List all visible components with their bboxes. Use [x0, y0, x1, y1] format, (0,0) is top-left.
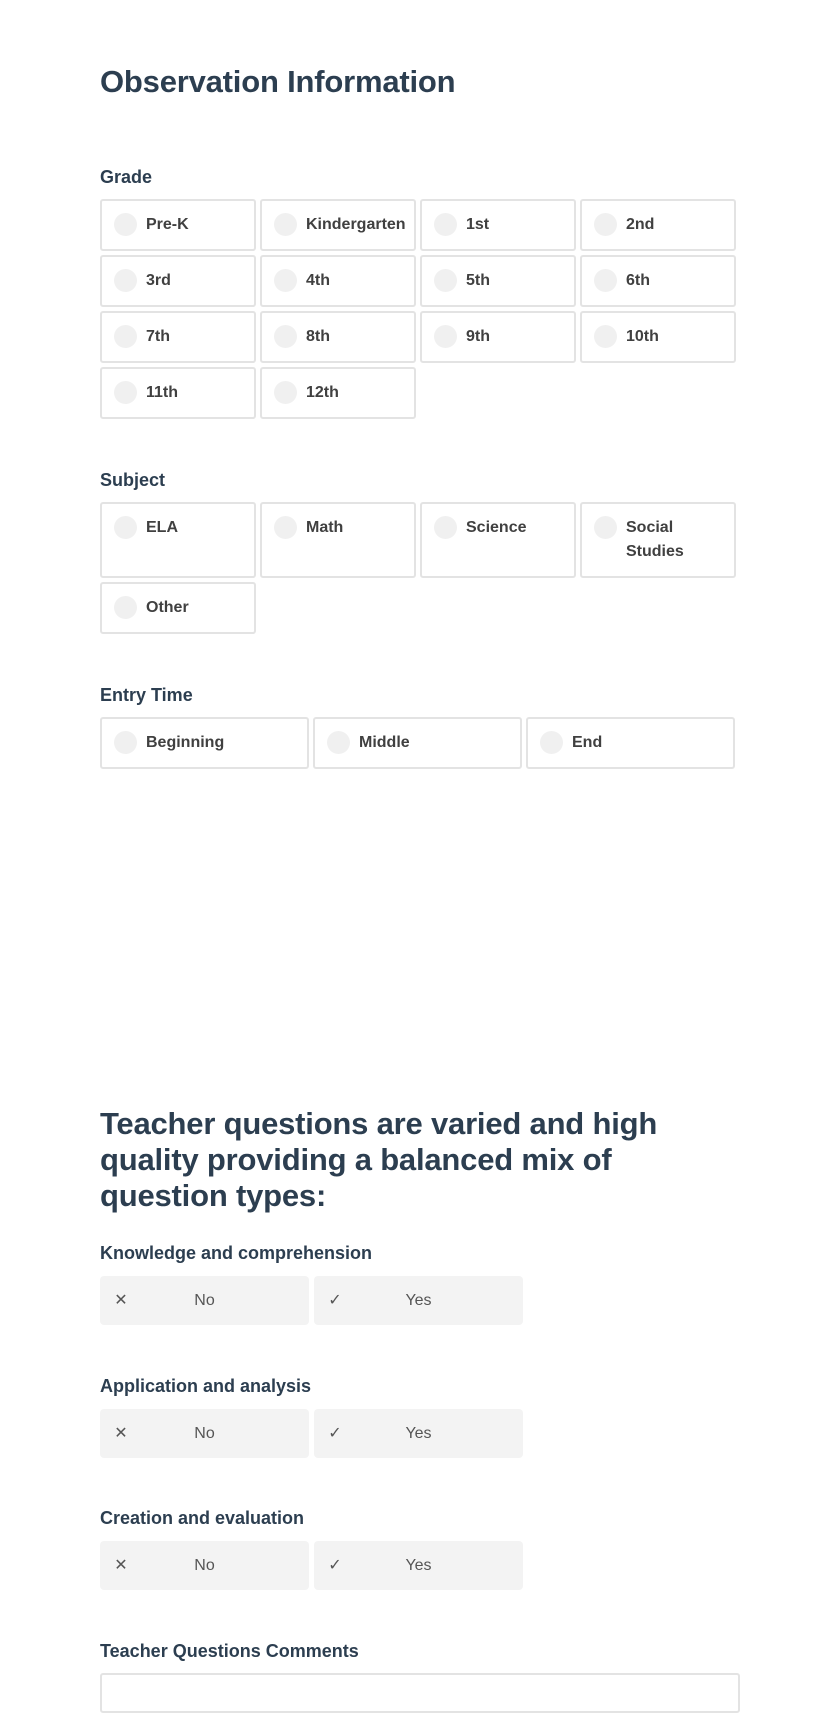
- grade-option-11th[interactable]: [100, 367, 256, 419]
- radio-circle[interactable]: [594, 516, 617, 539]
- grade-option-1st[interactable]: [420, 199, 576, 251]
- no-button[interactable]: [100, 1541, 309, 1590]
- option-label: 9th: [466, 328, 490, 345]
- radio-circle[interactable]: [594, 213, 617, 236]
- yes-label: Yes: [405, 1291, 432, 1309]
- close-icon: ✕: [114, 1292, 128, 1309]
- question-label-knowledge: Knowledge and comprehension: [100, 1243, 373, 1263]
- comments-textarea[interactable]: [100, 1673, 740, 1713]
- option-label: Pre-K: [146, 216, 189, 233]
- option-label: 12th: [306, 384, 339, 401]
- subject-option-other[interactable]: [100, 582, 256, 634]
- grade-option-9th[interactable]: [420, 311, 576, 363]
- toggle-knowledge: [100, 1276, 523, 1325]
- check-icon: ✓: [328, 1425, 342, 1442]
- subject-option-science[interactable]: [420, 502, 576, 578]
- option-label: 2nd: [626, 216, 655, 233]
- yes-label: Yes: [405, 1424, 432, 1442]
- option-label: Science: [466, 519, 527, 536]
- radio-circle[interactable]: [274, 325, 297, 348]
- grade-options: [100, 199, 736, 419]
- entry-time-option-beginning[interactable]: [100, 717, 309, 769]
- entry-time-label: Entry Time: [100, 685, 193, 705]
- grade-option-pre-k[interactable]: [100, 199, 256, 251]
- question-label-application: Application and analysis: [100, 1376, 312, 1396]
- subject-label: Subject: [100, 470, 166, 490]
- page-title: Observation Information: [100, 64, 456, 99]
- option-label: End: [572, 734, 603, 751]
- option-label: Social Studies: [626, 519, 684, 560]
- grade-option-2nd[interactable]: [580, 199, 736, 251]
- radio-circle[interactable]: [434, 213, 457, 236]
- entry-time-options: [100, 717, 736, 769]
- option-label: 8th: [306, 328, 330, 345]
- option-label: 10th: [626, 328, 659, 345]
- entry-time-option-end[interactable]: [526, 717, 735, 769]
- grade-label: Grade: [100, 167, 153, 187]
- option-label: Other: [146, 599, 189, 616]
- grade-option-10th[interactable]: [580, 311, 736, 363]
- option-label: 5th: [466, 272, 490, 289]
- option-label: 1st: [466, 216, 490, 233]
- toggle-creation: [100, 1541, 523, 1590]
- option-label: 3rd: [146, 272, 171, 289]
- subject-options: [100, 502, 736, 634]
- option-label: 4th: [306, 272, 330, 289]
- subject-option-ela[interactable]: [100, 502, 256, 578]
- radio-circle[interactable]: [434, 516, 457, 539]
- radio-circle[interactable]: [114, 325, 137, 348]
- grade-option-3rd[interactable]: [100, 255, 256, 307]
- subject-option-social-studies[interactable]: [580, 502, 736, 578]
- radio-circle[interactable]: [594, 325, 617, 348]
- radio-circle[interactable]: [114, 269, 137, 292]
- question-label-creation: Creation and evaluation: [100, 1508, 305, 1528]
- radio-circle[interactable]: [114, 381, 137, 404]
- subject-option-math[interactable]: [260, 502, 416, 578]
- close-icon: ✕: [114, 1425, 128, 1442]
- radio-circle[interactable]: [540, 731, 563, 754]
- no-label: No: [194, 1556, 215, 1574]
- grade-option-6th[interactable]: [580, 255, 736, 307]
- no-button[interactable]: [100, 1276, 309, 1325]
- option-label: Kindergarten: [306, 216, 406, 233]
- option-label: 11th: [146, 384, 179, 401]
- toggle-application: [100, 1409, 523, 1458]
- entry-time-option-middle[interactable]: [313, 717, 522, 769]
- radio-circle[interactable]: [274, 269, 297, 292]
- radio-circle[interactable]: [327, 731, 350, 754]
- comments-label: Teacher Questions Comments: [100, 1641, 359, 1661]
- questions-section-title: Teacher questions are varied and high quality providing a balanced mix of question types:: [100, 1106, 658, 1213]
- radio-circle[interactable]: [274, 516, 297, 539]
- check-icon: ✓: [328, 1292, 342, 1309]
- grade-option-7th[interactable]: [100, 311, 256, 363]
- grade-option-kindergarten[interactable]: [260, 199, 416, 251]
- option-label: ELA: [146, 519, 178, 536]
- yes-label: Yes: [405, 1556, 432, 1574]
- radio-circle[interactable]: [594, 269, 617, 292]
- no-label: No: [194, 1291, 215, 1309]
- option-label: 6th: [626, 272, 650, 289]
- radio-circle[interactable]: [114, 516, 137, 539]
- grade-option-12th[interactable]: [260, 367, 416, 419]
- radio-circle[interactable]: [114, 213, 137, 236]
- option-label: Math: [306, 519, 344, 536]
- option-label: 7th: [146, 328, 170, 345]
- radio-circle[interactable]: [274, 381, 297, 404]
- grade-option-4th[interactable]: [260, 255, 416, 307]
- yes-button[interactable]: [314, 1276, 523, 1325]
- yes-button[interactable]: [314, 1541, 523, 1590]
- grade-option-8th[interactable]: [260, 311, 416, 363]
- yes-button[interactable]: [314, 1409, 523, 1458]
- radio-circle[interactable]: [114, 596, 137, 619]
- radio-circle[interactable]: [274, 213, 297, 236]
- grade-option-5th[interactable]: [420, 255, 576, 307]
- option-label: Middle: [359, 734, 410, 751]
- check-icon: ✓: [328, 1557, 342, 1574]
- no-button[interactable]: [100, 1409, 309, 1458]
- radio-circle[interactable]: [114, 731, 137, 754]
- option-label: Beginning: [146, 734, 225, 751]
- radio-circle[interactable]: [434, 269, 457, 292]
- close-icon: ✕: [114, 1557, 128, 1574]
- no-label: No: [194, 1424, 215, 1442]
- radio-circle[interactable]: [434, 325, 457, 348]
